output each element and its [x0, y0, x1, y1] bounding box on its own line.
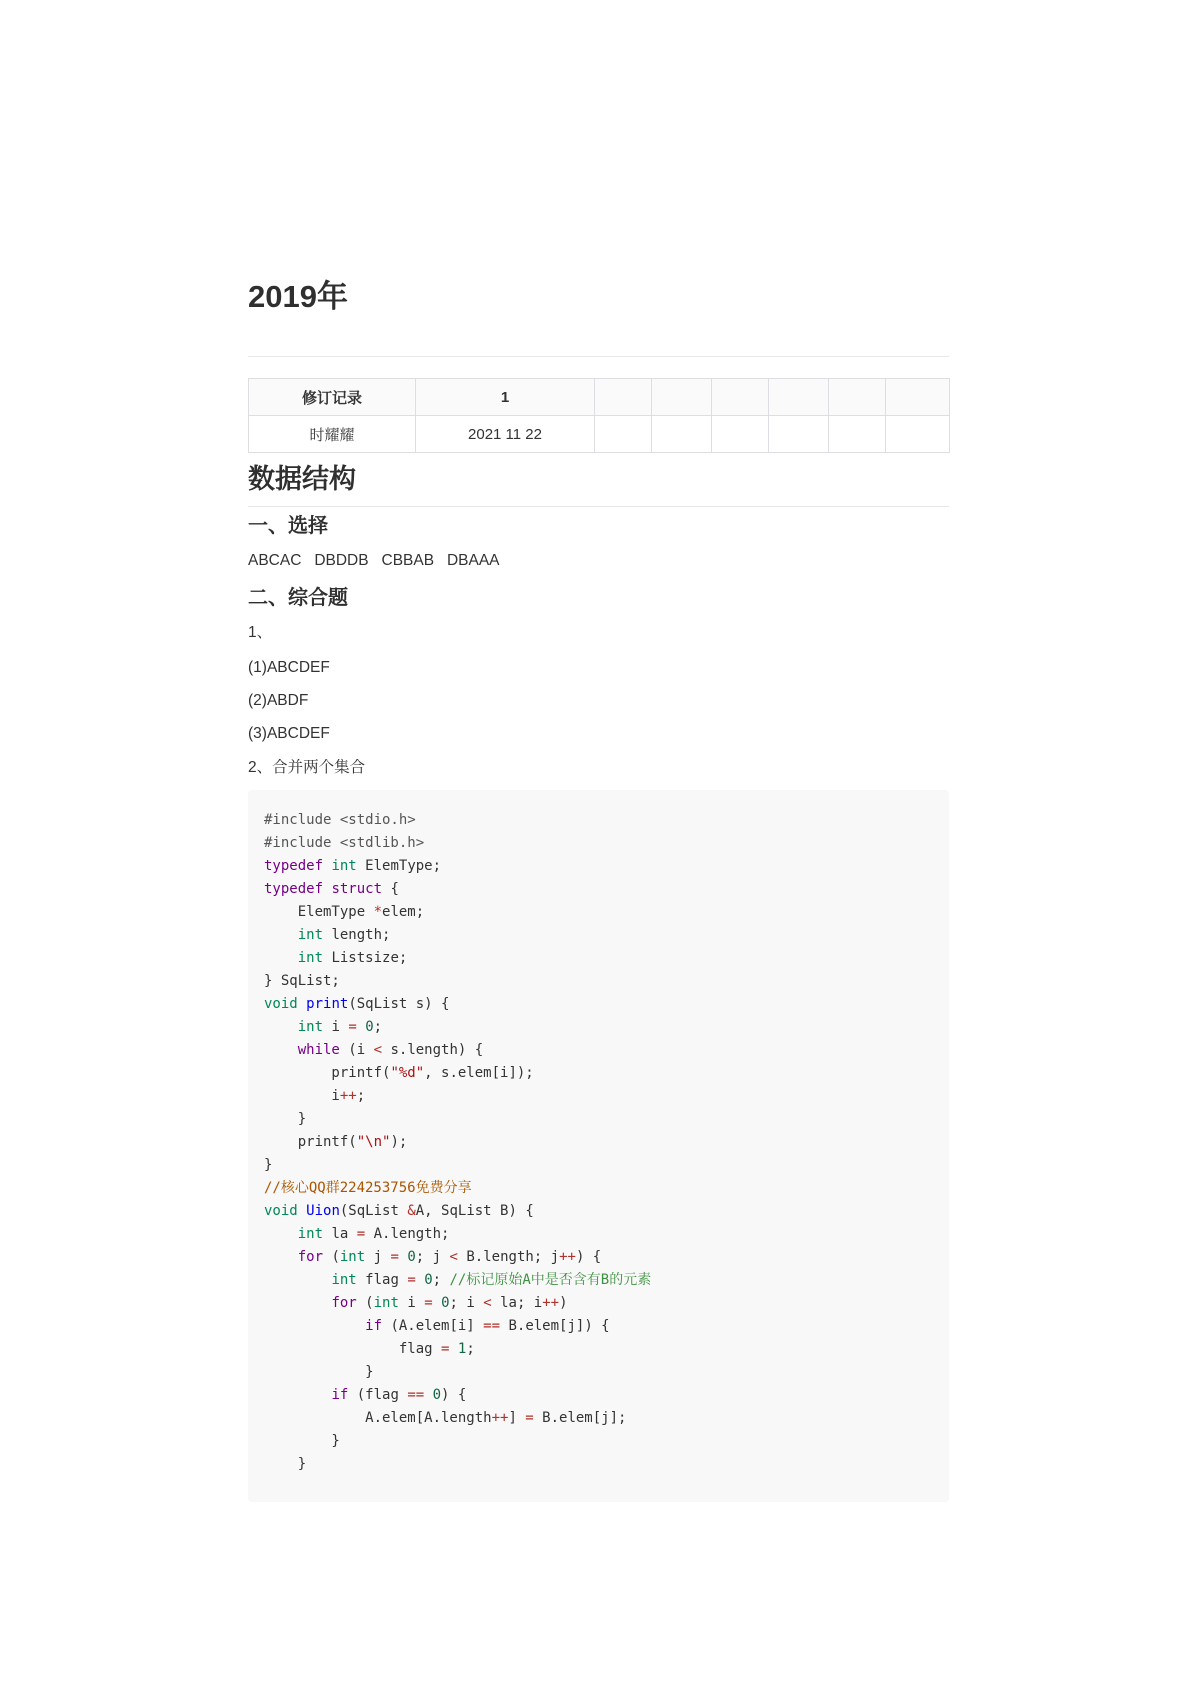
- code-line: #include <stdlib.h>: [264, 835, 425, 851]
- code-line: } SqList;: [264, 973, 340, 989]
- code-line: ElemType *elem;: [264, 904, 425, 920]
- code-line: for (int i = 0; i < la; i++): [331, 1295, 568, 1311]
- code-line: printf("%d", s.elem[i]);: [264, 1065, 534, 1081]
- revision-table-cell: [595, 416, 652, 453]
- code-line: i++;: [264, 1088, 366, 1104]
- revision-table-cell: 2021 11 22: [416, 416, 595, 453]
- revision-table-data-row: [249, 416, 950, 453]
- revision-table-header-cell: 1: [416, 379, 595, 416]
- question-1-label: 1、: [248, 624, 273, 641]
- code-line: }: [264, 1157, 273, 1173]
- revision-table-cell: [769, 416, 829, 453]
- code-line: typedef struct {: [264, 881, 399, 897]
- code-line: printf("\n");: [264, 1134, 408, 1150]
- revision-table-header-cell: [712, 379, 769, 416]
- code-line: void print(SqList s) {: [264, 996, 450, 1012]
- subsection-heading-choice: 一、选择: [248, 515, 328, 537]
- revision-table-cell: 时耀耀: [249, 416, 416, 453]
- code-line: }: [264, 1433, 340, 1449]
- code-line: if (flag == 0) {: [331, 1387, 467, 1403]
- revision-table-header-cell: 修订记录: [249, 379, 416, 416]
- revision-table-cell: [652, 416, 712, 453]
- question-2-label: 2、合并两个集合: [248, 759, 366, 776]
- section-heading-data-structure: 数据结构: [248, 462, 949, 507]
- revision-table: [248, 378, 950, 453]
- revision-table-header-cell: [769, 379, 829, 416]
- revision-table-header-cell: [886, 379, 950, 416]
- document-content: [248, 0, 949, 1683]
- code-line: int i = 0;: [297, 1019, 383, 1035]
- revision-table-header-row: [249, 379, 950, 416]
- code-line: #include <stdio.h>: [264, 812, 416, 828]
- choice-answers: ABCAC DBDDB CBBAB DBAAA: [248, 552, 500, 569]
- code-block: [248, 790, 949, 1502]
- revision-table-header-cell: [652, 379, 712, 416]
- code-line: int Listsize;: [297, 950, 408, 966]
- code-line: flag = 1;: [264, 1341, 475, 1357]
- revision-table-cell: [829, 416, 886, 453]
- code-line: }: [264, 1111, 307, 1127]
- code-line: int length;: [297, 927, 391, 943]
- code-line: //核心QQ群224253756免费分享: [264, 1180, 472, 1196]
- code-line: int la = A.length;: [297, 1226, 450, 1242]
- revision-table-cell: [886, 416, 950, 453]
- code-line: while (i < s.length) {: [297, 1042, 484, 1058]
- question-1-answer-3: (3)ABCDEF: [248, 725, 330, 742]
- revision-table-header-cell: [829, 379, 886, 416]
- question-1-answer-2: (2)ABDF: [248, 692, 309, 709]
- code-line: }: [264, 1456, 307, 1472]
- code-line: void Uion(SqList &A, SqList B) {: [264, 1203, 534, 1219]
- code-line: for (int j = 0; j < B.length; j++) {: [297, 1249, 602, 1265]
- subsection-heading-comprehensive: 二、综合题: [248, 587, 348, 609]
- revision-table-header-cell: [595, 379, 652, 416]
- code-line: }: [264, 1364, 374, 1380]
- revision-table-cell: [712, 416, 769, 453]
- code-line: typedef int ElemType;: [264, 858, 442, 874]
- question-1-answer-1: (1)ABCDEF: [248, 659, 330, 676]
- code-line: A.elem[A.length++] = B.elem[j];: [264, 1410, 627, 1426]
- page-title: 2019年: [248, 278, 949, 357]
- code-line: int flag = 0; //标记原始A中是否含有B的元素: [331, 1272, 652, 1288]
- code-line: if (A.elem[i] == B.elem[j]) {: [365, 1318, 610, 1334]
